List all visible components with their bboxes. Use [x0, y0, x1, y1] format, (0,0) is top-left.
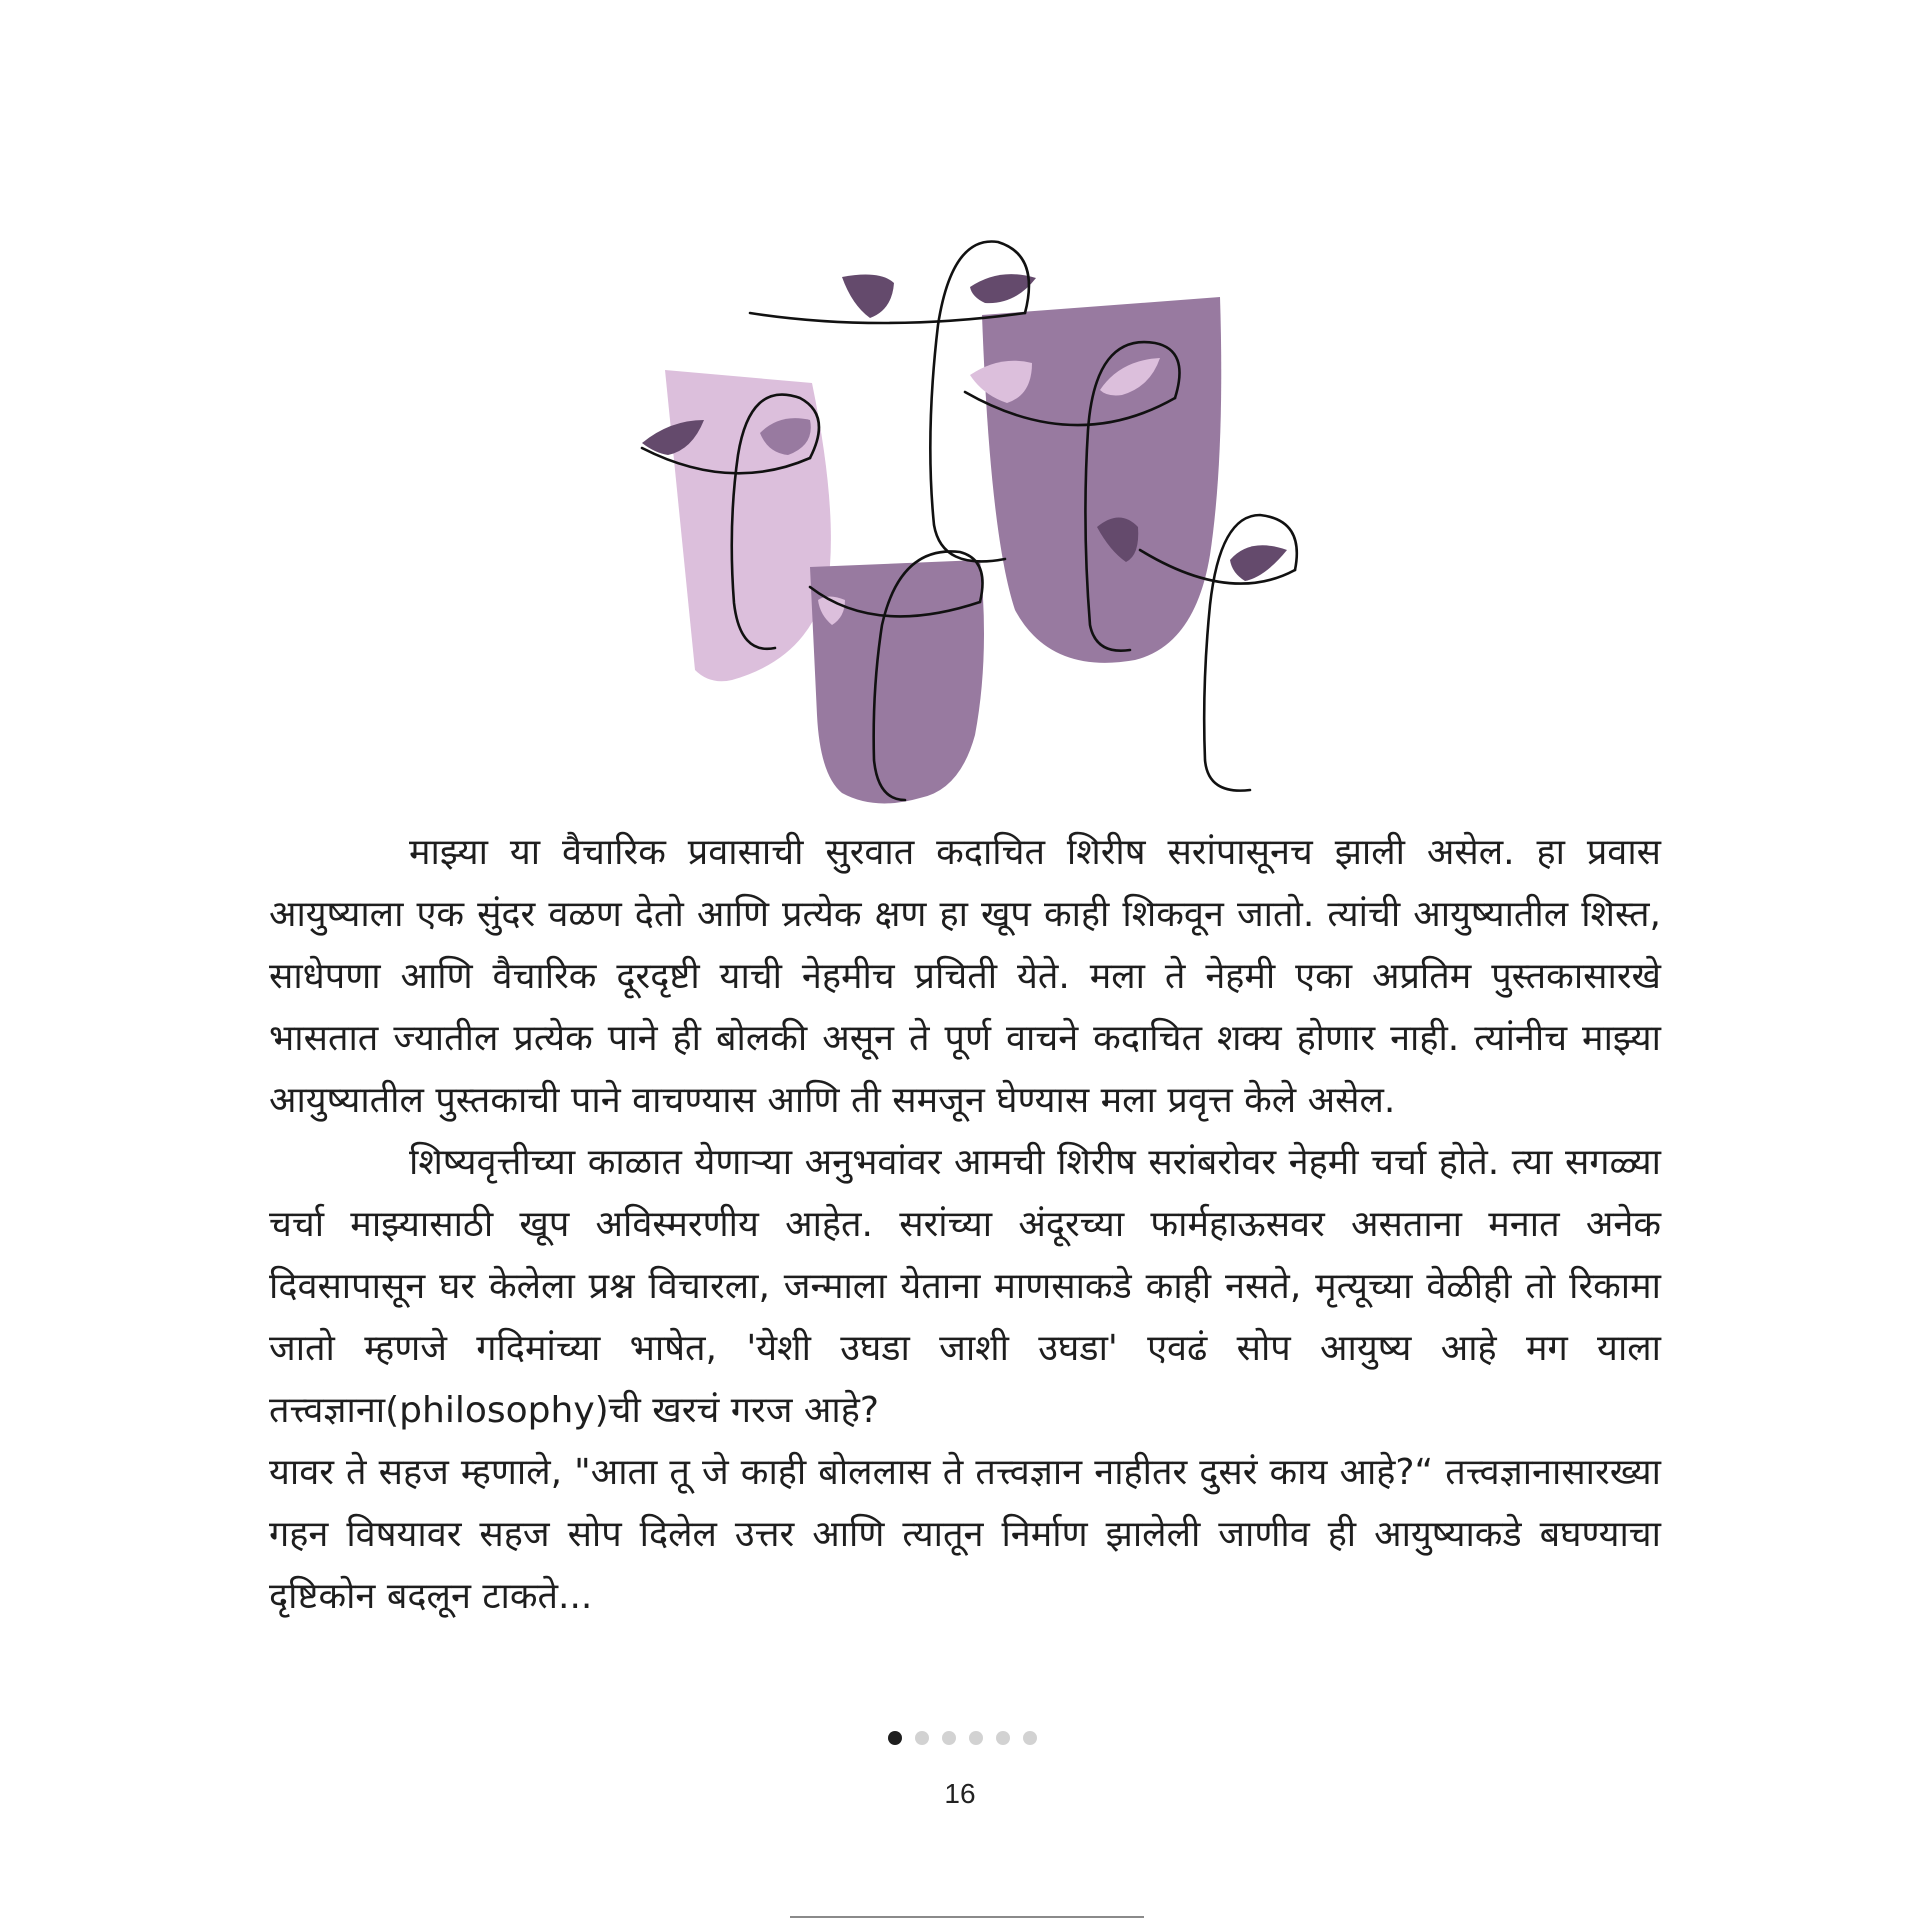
page-number: 16	[944, 1778, 976, 1809]
leaf-icon	[842, 275, 894, 318]
page-dot[interactable]	[888, 1731, 902, 1745]
page-dot[interactable]	[1023, 1731, 1037, 1745]
paragraph: माझ्या या वैचारिक प्रवासाची सुरवात कदाचित शिरीष सरांपासूनच झाली असेल. हा प्रवास आयुष्याला एक सुंदर वळण देतो आणि प्रत्येक क्षण हा खूप काही शिकवून जातो. त्यांची आयुष्यातील शिस्त, साधेपणा आणि वैचारिक दूरदृष्टी याची नेहमीच प्रचिती येते. मला ते नेहमी एका अप्रतिम पुस्तकासारखे भासतात ज्यातील प्रत्येक पाने ही बोलकी असून ते पूर्ण वाचने कदाचित शक्य होणार नाही. त्यांनीच माझ्या आयुष्यातील पुस्तकाची पाने वाचण्यास आणि ती समजून घेण्यास मला प्रवृत्त केले असेल.	[269, 832, 1661, 1121]
page-indicator	[888, 1730, 1058, 1746]
leaf-icon	[1230, 545, 1287, 581]
paragraph: यावर ते सहज म्हणाले, "आता तू जे काही बोललास ते तत्त्वज्ञान नाहीतर दुसरं काय आहे?“ तत्त्वज्ञानासारख्या गहन विषयावर सहज सोप दिलेल उत्तर आणि त्यातून निर्माण झालेली जाणीव ही आयुष्याकडे बघण्याचा दृष्टिकोन बदलून टाकते...	[269, 1452, 1661, 1617]
page-dot[interactable]	[942, 1731, 956, 1745]
left-mask-shape	[665, 370, 831, 681]
page-dot[interactable]	[915, 1731, 929, 1745]
body-text	[269, 822, 1661, 1628]
page-dot[interactable]	[969, 1731, 983, 1745]
bottom-divider	[790, 1916, 1144, 1918]
leaf-icon	[970, 274, 1036, 303]
three-masks-illustration	[620, 215, 1350, 825]
middle-mask-shape	[810, 560, 984, 803]
right-mask-shape	[982, 297, 1221, 663]
page-dot[interactable]	[996, 1731, 1010, 1745]
paragraph: शिष्यवृत्तीच्या काळात येणाऱ्या अनुभवांवर आमची शिरीष सरांबरोवर नेहमी चर्चा होते. त्या सगळ्या चर्चा माझ्यासाठी खूप अविस्मरणीय आहेत. सरांच्या अंदूरच्या फार्महाऊसवर असताना मनात अनेक दिवसापासून घर केलेला प्रश्न विचारला, जन्माला येताना माणसाकडे काही नसते, मृत्यूच्या वेळीही तो रिकामा जातो म्हणजे गदिमांच्या भाषेत, 'येशी उघडा जाशी उघडा' एवढं सोप आयुष्य आहे मग याला तत्त्वज्ञाना(philosophy)ची खरचं गरज आहे?	[269, 1142, 1661, 1431]
